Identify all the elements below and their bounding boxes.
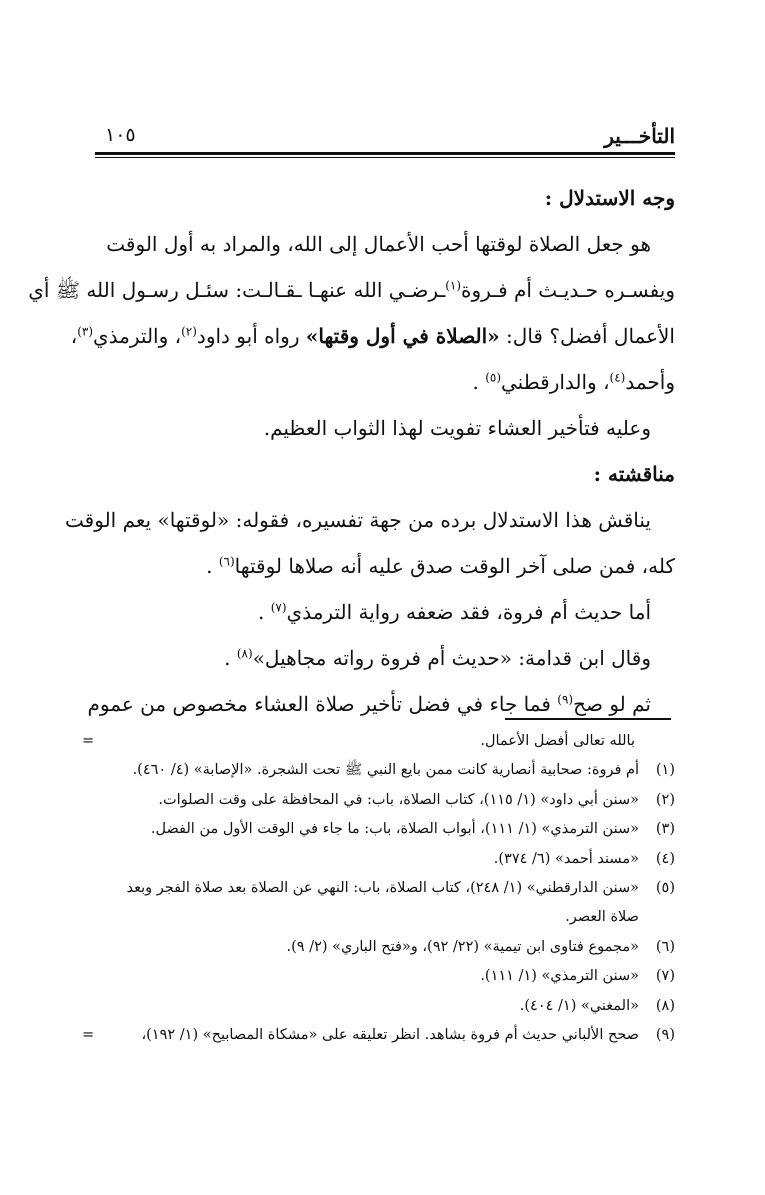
footnote-ref: (١) bbox=[445, 278, 462, 293]
footnote-ref: (٩) bbox=[557, 692, 574, 707]
section-heading-inference: وجه الاستدلال : bbox=[544, 186, 675, 210]
footnotes bbox=[80, 727, 675, 1050]
paragraph-line: كله، فمن صلى آخر الوقت صدق عليه أنه صلاها لوقتها$^{(٦)}$ . bbox=[206, 554, 675, 578]
footnote-number: (٧) bbox=[655, 968, 675, 985]
page-number: ١٠٥ bbox=[105, 124, 136, 146]
footnote-ref: (٢) bbox=[181, 324, 197, 339]
footnote-number: (٦) bbox=[655, 938, 675, 955]
paragraph-line: ثم لو صح$^{(٩)}$ فما جاء في فضل تأخير صلاة العشاء مخصوص من عموم bbox=[87, 692, 651, 716]
paragraph-line: أما حديث أم فروة، فقد ضعفه رواية الترمذي$^{(٧)}$ . bbox=[258, 600, 651, 624]
footnote-item: (٧)«سنن الترمذي» (١/ ١١١). bbox=[80, 962, 675, 991]
paragraph-line: وقال ابن قدامة: «حديث أم فروة رواته مجاهيل»$^{(٨)}$ . bbox=[224, 646, 651, 670]
header-rule-thin bbox=[95, 157, 675, 158]
main-text bbox=[28, 175, 675, 727]
footnote-item: (٩)صحح الألباني حديث أم فروة بشاهد. انظر تعليقه على «مشكاة المصابيح» (١/ ١٩٢)، = bbox=[80, 1021, 675, 1050]
footnote-continuation: بالله تعالى أفضل الأعمال. = bbox=[80, 727, 675, 756]
footnote-item: (٢)«سنن أبي داود» (١/ ١١٥)، كتاب الصلاة، باب: في المحافظة على وقت الصلوات. bbox=[80, 786, 675, 815]
footnote-separator bbox=[505, 718, 671, 720]
section-heading-discussion: مناقشته : bbox=[593, 462, 675, 486]
hadith-quote: «الصلاة في أول وقتها» bbox=[305, 324, 500, 348]
paragraph-line: هو جعل الصلاة لوقتها أحب الأعمال إلى الله، والمراد به أول الوقت bbox=[106, 232, 651, 256]
footnote-ref: (٣) bbox=[77, 324, 94, 339]
footnote-ref: (٥) bbox=[485, 370, 502, 385]
footnote-number: (١) bbox=[655, 762, 675, 779]
paragraph-line: وعليه فتأخير العشاء تفويت لهذا الثواب العظيم. bbox=[263, 416, 651, 440]
footnote-item: (٤)«مسند أحمد» (٦/ ٣٧٤). bbox=[80, 845, 675, 874]
footnote-ref: (٨) bbox=[236, 646, 253, 661]
footnote-number: (٣) bbox=[655, 821, 675, 838]
footnote-number: (٨) bbox=[655, 997, 675, 1014]
footnote-item: (٥)«سنن الدارقطني» (١/ ٢٤٨)، كتاب الصلاة، باب: النهي عن الصلاة بعد صلاة الفجر وبعد bbox=[80, 874, 675, 903]
footnote-item: (٨)«المغني» (١/ ٤٠٤). bbox=[80, 992, 675, 1021]
paragraph-line: يناقش هذا الاستدلال برده من جهة تفسيره، فقوله: «لوقتها» يعم الوقت bbox=[65, 508, 651, 532]
footnote-item-continuation: صلاة العصر. bbox=[565, 909, 639, 926]
footnote-item: (٦)«مجموع فتاوى ابن تيمية» (٢٢/ ٩٢)، و«فتح الباري» (٢/ ٩). bbox=[80, 933, 675, 962]
paragraph-line: ويفسـره حـديـث أم فـروة$^{(١)}$ـرضـي الله عنهـا ـقـالـت: سئـل رسـول الله ﷺ أي bbox=[28, 278, 675, 302]
running-title: التأخـــير bbox=[604, 124, 675, 148]
footnote-number: (٥) bbox=[655, 879, 675, 896]
continuation-mark: = bbox=[82, 1026, 95, 1043]
paragraph-line: الأعمال أفضل؟ قال: «الصلاة في أول وقتها» رواه أبو داود$^{(٢)}$، والترمذي$^{(٣)}$، bbox=[70, 324, 675, 348]
footnote-ref: (٤) bbox=[609, 370, 626, 385]
footnote-item: (٣)«سنن الترمذي» (١/ ١١١)، أبواب الصلاة، باب: ما جاء في الوقت الأول من الفضل. bbox=[80, 815, 675, 844]
footnote-number: (٩) bbox=[655, 1026, 675, 1043]
footnote-number: (٢) bbox=[655, 791, 675, 808]
paragraph-line: وأحمد$^{(٤)}$، والدارقطني$^{(٥)}$ . bbox=[472, 370, 675, 394]
footnote-ref: (٧) bbox=[270, 600, 287, 615]
footnote-number: (٤) bbox=[655, 850, 675, 867]
footnote-ref: (٦) bbox=[218, 554, 235, 569]
continuation-mark: = bbox=[82, 733, 95, 749]
page-header bbox=[105, 118, 675, 150]
header-rule-thick bbox=[95, 152, 675, 155]
footnote-item: (١)أم فروة: صحابية أنصارية كانت ممن بايع النبي ﷺ تحت الشجرة. «الإصابة» (٤/ ٤٦٠). bbox=[80, 756, 675, 785]
